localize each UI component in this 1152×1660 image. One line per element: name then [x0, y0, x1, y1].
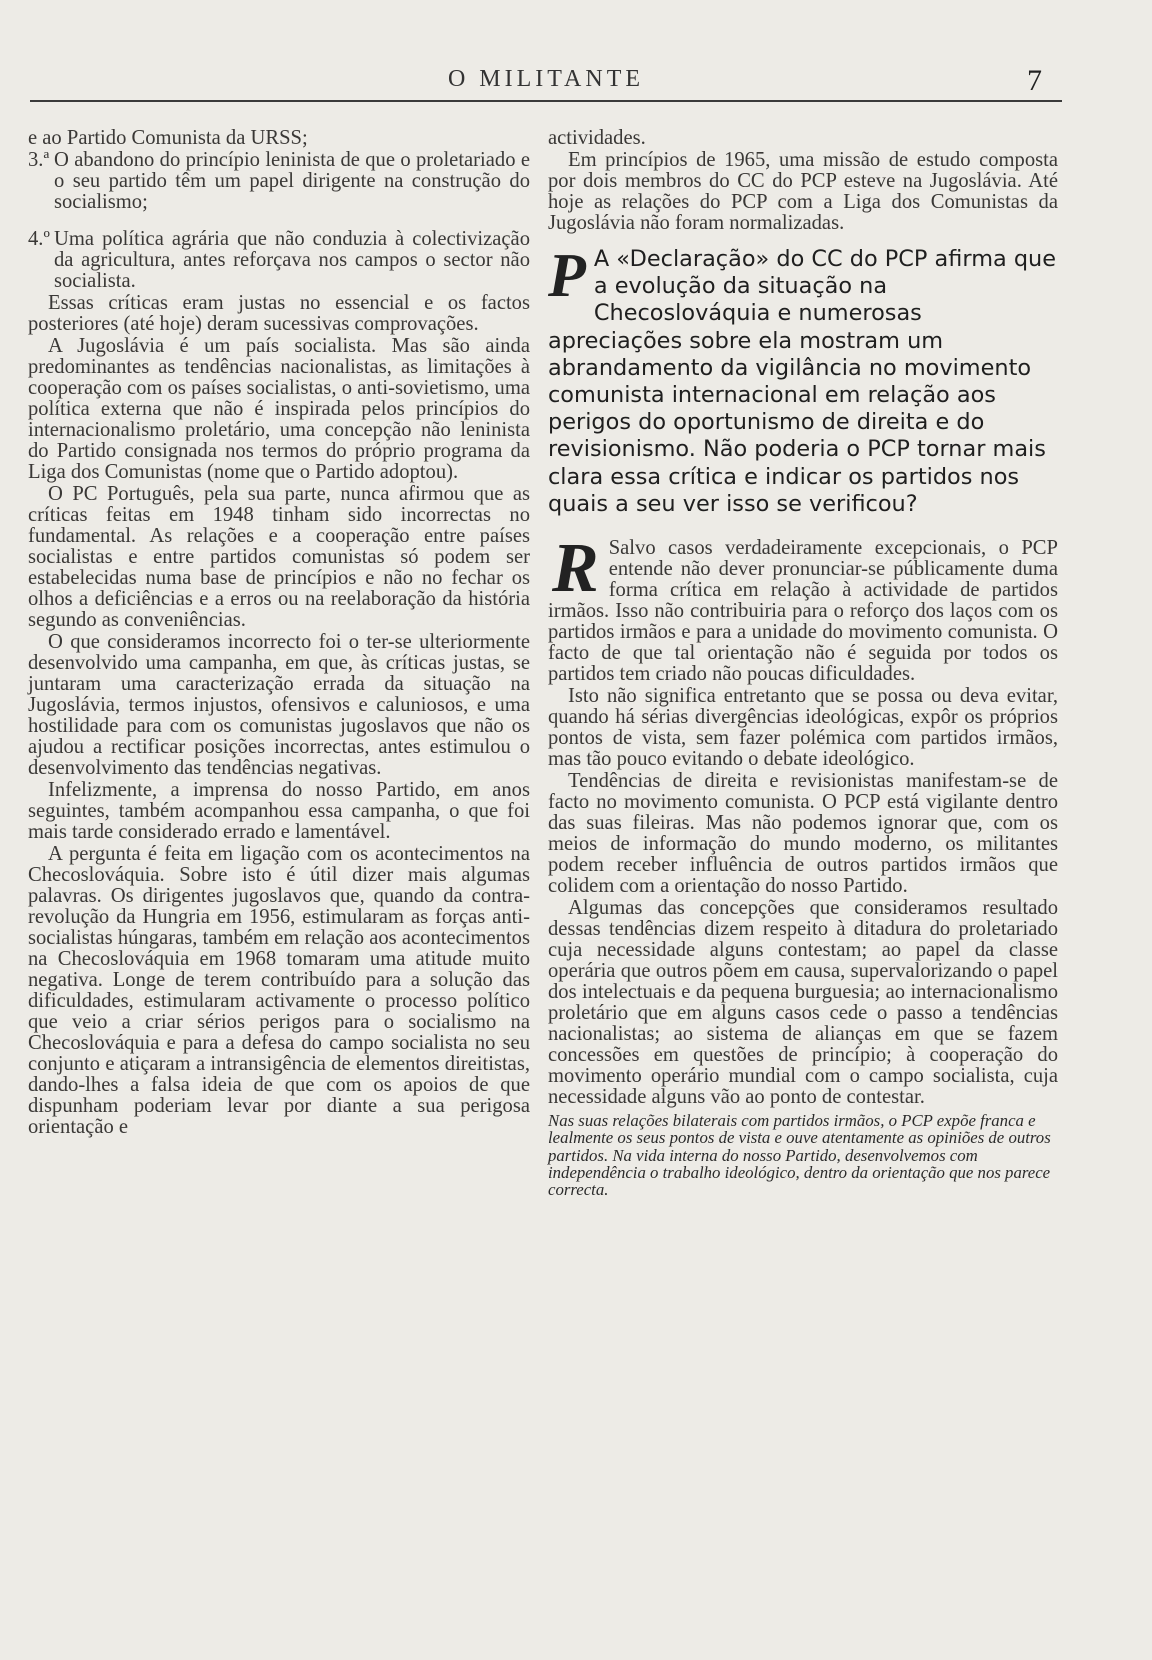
- question-text: A «Declaração» do CC do PCP afirma que a evolução da situação na Checoslováquia e numerosas apreciações sobre ela mostram um abrandamento da vigilância no movimento comunista internacional em relação aos perigos do oportunismo de direita e do revisionismo. Não poderia o PCP tornar mais clara essa crítica e indicar os partidos nos quais a seu ver isso se verificou?: [548, 246, 1057, 517]
- paragraph: A pergunta é feita em ligação com os acontecimentos na Checoslováquia. Sobre isto é útil dizer mais algumas palavras. Os dirigentes jugoslavos que, quando da contra-revolução da Hungria em 1956, estimularam as forças anti-socialistas húngaras, também em relação aos acontecimentos na Checoslováquia em 1968 tomaram uma atitude muito negativa. Longe de terem contribuído para a solução das dificuldades, estimularam activamente o processo político que veio a criar sérios perigos para o socialismo na Checoslováquia e para a defesa do campo socialista no seu conjunto e atiçaram a intransigência de elementos direitistas, dando-lhes a falsa ideia de que com os apoios de que dispunham poderiam levar por diante a sua perigosa orientação e: [28, 843, 530, 1138]
- list-item-number: 3.ª: [28, 149, 50, 171]
- paragraph: Tendências de direita e revisionistas manifestam-se de facto no movimento comunista. O PCP está vigilante dentro das suas fileiras. Mas não podemos ignorar que, com os meios de informação do mundo moderno, os militantes podem receber influência de outros partidos irmãos que colidem com a orientação do nosso Partido.: [548, 770, 1058, 898]
- paragraph: Essas críticas eram justas no essencial e os factos posteriores (até hoje) deram sucessivas comprovações.: [28, 292, 530, 335]
- answer-dropcap: R: [552, 530, 599, 608]
- paragraph: O PC Português, pela sua parte, nunca afirmou que as críticas feitas em 1948 tinham sido incorrectas no fundamental. As relações e a cooperação entre países socialistas e entre partidos comunistas só podem ser estabelecidas numa base de princípios e não no fechar os olhos a deficiências e a erros ou na reelaboração da história segundo as conveniências.: [28, 483, 530, 631]
- paragraph: O que consideramos incorrecto foi o ter-se ulteriormente desenvolvido uma campanha, em que, às críticas justas, se juntaram uma caracterização errada da situação na Jugoslávia, termos injustos, ofensivos e caluniosos, e uma hostilidade para com os comunistas jugoslavos que não os ajudou a rectificar posições incorrectas, antes estimulou o desenvolvimento das tendências negativas.: [28, 631, 530, 779]
- answer-block: [548, 530, 1058, 1200]
- question-block: [548, 242, 1058, 518]
- answer-text: Salvo casos verdadeiramente excepcionais, o PCP entende não dever pronunciar-se públicamente duma forma crítica em relação à actividade de partidos irmãos. Isso não contribuiria para o reforço dos laços com os partidos irmãos e para a unidade do movimento comunista. O facto de que tal orientação não é seguida por todos os partidos tem criado não poucas dificuldades.: [548, 537, 1058, 686]
- question-dropcap: P: [548, 242, 586, 310]
- paragraph: Infelizmente, a imprensa do nosso Partido, em anos seguintes, também acompanhou essa campanha, o que foi mais tarde considerado errado e lamentável.: [28, 779, 530, 843]
- italic-note: Nas suas relações bilaterais com partidos irmãos, o PCP expõe franca e lealmente os seus pontos de vista e ouve atentamente as opiniões de outros partidos. Na vida interna do nosso Partido, desenvolvemos com independência o trabalho ideológico, dentro da orientação que nos parece correcta.: [548, 1111, 1051, 1200]
- answer-paragraph: [548, 530, 1058, 686]
- right-column: [548, 128, 1058, 1199]
- list-item-text: O abandono do princípio leninista de que o proletariado e o seu partido têm um papel dirigente na construção do socialismo;: [54, 149, 530, 213]
- publication-title: O MILITANTE: [447, 66, 645, 92]
- page-number: 7: [1027, 64, 1042, 97]
- list-item-4: [28, 229, 530, 292]
- paragraph: Em princípios de 1965, uma missão de estudo composta por dois membros do CC do PCP esteve na Jugoslávia. Até hoje as relações do PCP com a Liga dos Comunistas da Jugoslávia não foram normalizadas.: [548, 149, 1058, 234]
- list-lead: e ao Partido Comunista da URSS;: [28, 127, 308, 149]
- list-item-text: Uma política agrária que não conduzia à colectivização da agricultura, antes reforçava nos campos o sector não socialista.: [54, 228, 530, 292]
- paragraph: A Jugoslávia é um país socialista. Mas são ainda predominantes as tendências nacionalistas, as limitações à cooperação com os países socialistas, o anti-sovietismo, uma política externa que não é inspirada pelos princípios do internacionalismo proletário, uma concepção não leninista do Partido consignada nos termos do próprio programa da Liga dos Comunistas (nome que o Partido adoptou).: [28, 335, 530, 483]
- paragraph: Algumas das concepções que consideramos resultado dessas tendências dizem respeito à ditadura do proletariado cuja necessidade alguns contestam; ao papel da classe operária que outros põem em causa, supervalorizando o papel dos intelectuais e da pequena burguesia; ao internacionalismo proletário que em alguns casos cede o passo a tendências nacionalistas; ao sistema de alianças em que se fazem concessões em questões de princípio; à cooperação do movimento operário mundial com o campo socialista, cuja necessidade alguns vão ao ponto de contestar.: [548, 897, 1058, 1109]
- list-item-3: [28, 150, 530, 213]
- header-rule: [30, 100, 1062, 102]
- list-item-number: 4.º: [28, 228, 50, 250]
- paragraph: Isto não significa entretanto que se possa ou deva evitar, quando há sérias divergências ideológicas, expôr os próprios pontos de vista, sem fazer polémica com partidos irmãos, mas tão pouco evitando o debate ideológico.: [548, 685, 1058, 771]
- running-header: [30, 62, 1062, 102]
- left-column: [28, 128, 530, 1139]
- paragraph-continued: actividades.: [548, 127, 646, 149]
